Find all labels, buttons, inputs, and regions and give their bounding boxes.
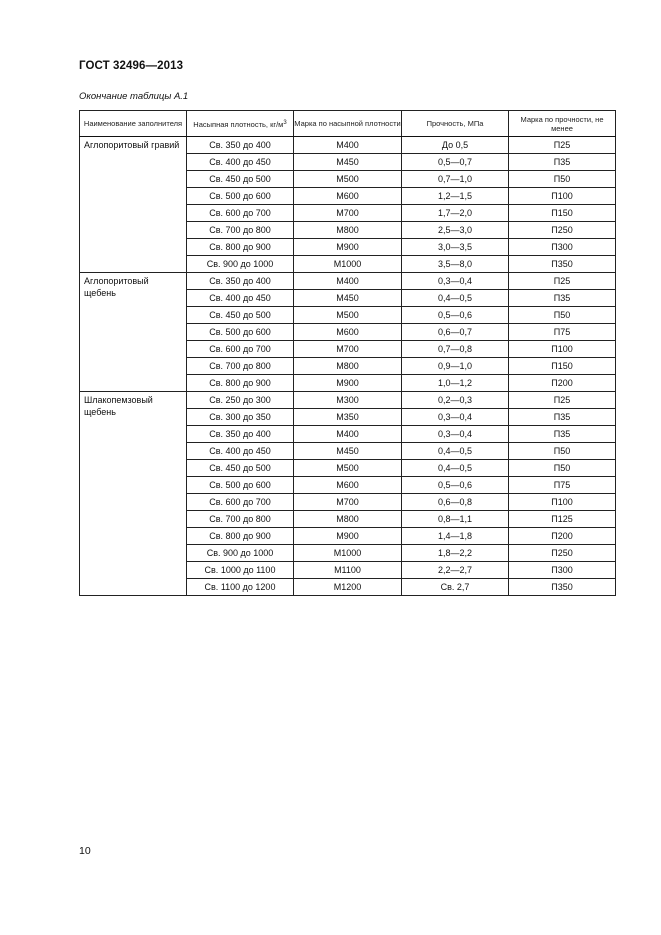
density-cell: Св. 700 до 800: [187, 511, 294, 528]
grade-strength-cell: П100: [509, 494, 616, 511]
strength-cell: 0,2—0,3: [402, 392, 509, 409]
grade-density-cell: М900: [294, 239, 402, 256]
grade-density-cell: М400: [294, 273, 402, 290]
grade-strength-cell: П50: [509, 171, 616, 188]
grade-density-cell: М350: [294, 409, 402, 426]
density-cell: Св. 800 до 900: [187, 375, 294, 392]
strength-cell: 0,6—0,8: [402, 494, 509, 511]
grade-density-cell: М500: [294, 171, 402, 188]
grade-strength-cell: П50: [509, 307, 616, 324]
density-cell: Св. 250 до 300: [187, 392, 294, 409]
grade-strength-cell: П100: [509, 188, 616, 205]
density-cell: Св. 450 до 500: [187, 460, 294, 477]
material-name-cell: Аглопоритовый щебень: [80, 273, 187, 392]
grade-strength-cell: П35: [509, 154, 616, 171]
col-header-density: [187, 111, 294, 137]
grade-strength-cell: П125: [509, 511, 616, 528]
table-row: [80, 392, 616, 409]
grade-density-cell: М700: [294, 341, 402, 358]
strength-cell: 0,4—0,5: [402, 460, 509, 477]
grade-density-cell: М600: [294, 324, 402, 341]
strength-cell: 3,5—8,0: [402, 256, 509, 273]
page-number: 10: [79, 845, 91, 857]
strength-cell: 0,4—0,5: [402, 443, 509, 460]
density-cell: Св. 400 до 450: [187, 443, 294, 460]
grade-strength-cell: П75: [509, 324, 616, 341]
density-cell: Св. 700 до 800: [187, 358, 294, 375]
strength-cell: 2,5—3,0: [402, 222, 509, 239]
col-header-grade-density: Марка по насыпной плотности: [294, 111, 402, 137]
density-cell: Св. 450 до 500: [187, 307, 294, 324]
grade-strength-cell: П300: [509, 239, 616, 256]
strength-cell: 1,2—1,5: [402, 188, 509, 205]
density-cell: Св. 450 до 500: [187, 171, 294, 188]
density-cell: Св. 400 до 450: [187, 290, 294, 307]
strength-cell: 0,7—0,8: [402, 341, 509, 358]
strength-cell: 0,4—0,5: [402, 290, 509, 307]
grade-density-cell: М900: [294, 375, 402, 392]
grade-density-cell: М500: [294, 460, 402, 477]
grade-strength-cell: П35: [509, 409, 616, 426]
col-header-grade-strength: Марка по прочности, не менее: [509, 111, 616, 137]
grade-strength-cell: П200: [509, 375, 616, 392]
grade-density-cell: М300: [294, 392, 402, 409]
aggregate-table: [79, 110, 616, 596]
density-cell: Св. 900 до 1000: [187, 545, 294, 562]
grade-density-cell: М900: [294, 528, 402, 545]
grade-density-cell: М600: [294, 477, 402, 494]
grade-strength-cell: П35: [509, 290, 616, 307]
strength-cell: 0,7—1,0: [402, 171, 509, 188]
material-name-cell: Шлакопемзовый щебень: [80, 392, 187, 596]
density-cell: Св. 800 до 900: [187, 528, 294, 545]
density-cell: Св. 500 до 600: [187, 477, 294, 494]
material-name-cell: Аглопоритовый гравий: [80, 137, 187, 273]
density-cell: Св. 800 до 900: [187, 239, 294, 256]
grade-density-cell: М1000: [294, 256, 402, 273]
grade-density-cell: М1000: [294, 545, 402, 562]
strength-cell: 0,3—0,4: [402, 426, 509, 443]
strength-cell: 0,6—0,7: [402, 324, 509, 341]
strength-cell: 1,0—1,2: [402, 375, 509, 392]
table-caption: Окончание таблицы А.1: [79, 91, 189, 102]
grade-density-cell: М800: [294, 358, 402, 375]
strength-cell: 2,2—2,7: [402, 562, 509, 579]
grade-strength-cell: П25: [509, 137, 616, 154]
col-header-strength: Прочность, МПа: [402, 111, 509, 137]
strength-cell: 0,8—1,1: [402, 511, 509, 528]
density-cell: Св. 500 до 600: [187, 324, 294, 341]
grade-density-cell: М600: [294, 188, 402, 205]
density-cell: Св. 350 до 400: [187, 426, 294, 443]
grade-strength-cell: П300: [509, 562, 616, 579]
grade-strength-cell: П25: [509, 273, 616, 290]
table-row: [80, 137, 616, 154]
density-cell: Св. 350 до 400: [187, 273, 294, 290]
strength-cell: 1,7—2,0: [402, 205, 509, 222]
strength-cell: Св. 2,7: [402, 579, 509, 596]
grade-density-cell: М800: [294, 511, 402, 528]
density-cell: Св. 1100 до 1200: [187, 579, 294, 596]
density-cell: Св. 900 до 1000: [187, 256, 294, 273]
grade-strength-cell: П250: [509, 222, 616, 239]
document-header: ГОСТ 32496—2013: [79, 60, 184, 72]
table-body: [80, 137, 616, 596]
table-row: [80, 273, 616, 290]
col-header-density-text: Насыпная плотность, кг/м: [193, 119, 284, 129]
grade-strength-cell: П100: [509, 341, 616, 358]
grade-density-cell: М1100: [294, 562, 402, 579]
grade-strength-cell: П75: [509, 477, 616, 494]
grade-density-cell: М400: [294, 426, 402, 443]
strength-cell: 1,4—1,8: [402, 528, 509, 545]
strength-cell: До 0,5: [402, 137, 509, 154]
grade-density-cell: М800: [294, 222, 402, 239]
density-cell: Св. 600 до 700: [187, 205, 294, 222]
grade-density-cell: М400: [294, 137, 402, 154]
density-cell: Св. 400 до 450: [187, 154, 294, 171]
grade-density-cell: М450: [294, 443, 402, 460]
col-header-density-superscript: 3: [283, 119, 287, 126]
grade-strength-cell: П250: [509, 545, 616, 562]
grade-strength-cell: П350: [509, 579, 616, 596]
grade-strength-cell: П25: [509, 392, 616, 409]
density-cell: Св. 350 до 400: [187, 137, 294, 154]
grade-strength-cell: П50: [509, 460, 616, 477]
col-header-material: Наименование заполнителя: [80, 111, 187, 137]
grade-strength-cell: П150: [509, 205, 616, 222]
density-cell: Св. 700 до 800: [187, 222, 294, 239]
grade-strength-cell: П150: [509, 358, 616, 375]
strength-cell: 0,5—0,6: [402, 477, 509, 494]
density-cell: Св. 1000 до 1100: [187, 562, 294, 579]
strength-cell: 0,9—1,0: [402, 358, 509, 375]
density-cell: Св. 500 до 600: [187, 188, 294, 205]
density-cell: Св. 600 до 700: [187, 341, 294, 358]
grade-strength-cell: П35: [509, 426, 616, 443]
grade-strength-cell: П200: [509, 528, 616, 545]
grade-density-cell: М450: [294, 290, 402, 307]
strength-cell: 0,5—0,6: [402, 307, 509, 324]
strength-cell: 0,3—0,4: [402, 273, 509, 290]
grade-strength-cell: П350: [509, 256, 616, 273]
strength-cell: 0,3—0,4: [402, 409, 509, 426]
strength-cell: 1,8—2,2: [402, 545, 509, 562]
density-cell: Св. 300 до 350: [187, 409, 294, 426]
grade-density-cell: М700: [294, 494, 402, 511]
strength-cell: 3,0—3,5: [402, 239, 509, 256]
grade-density-cell: М1200: [294, 579, 402, 596]
grade-density-cell: М700: [294, 205, 402, 222]
grade-strength-cell: П50: [509, 443, 616, 460]
grade-density-cell: М450: [294, 154, 402, 171]
grade-density-cell: М500: [294, 307, 402, 324]
strength-cell: 0,5—0,7: [402, 154, 509, 171]
density-cell: Св. 600 до 700: [187, 494, 294, 511]
table-header-row: [80, 111, 616, 137]
